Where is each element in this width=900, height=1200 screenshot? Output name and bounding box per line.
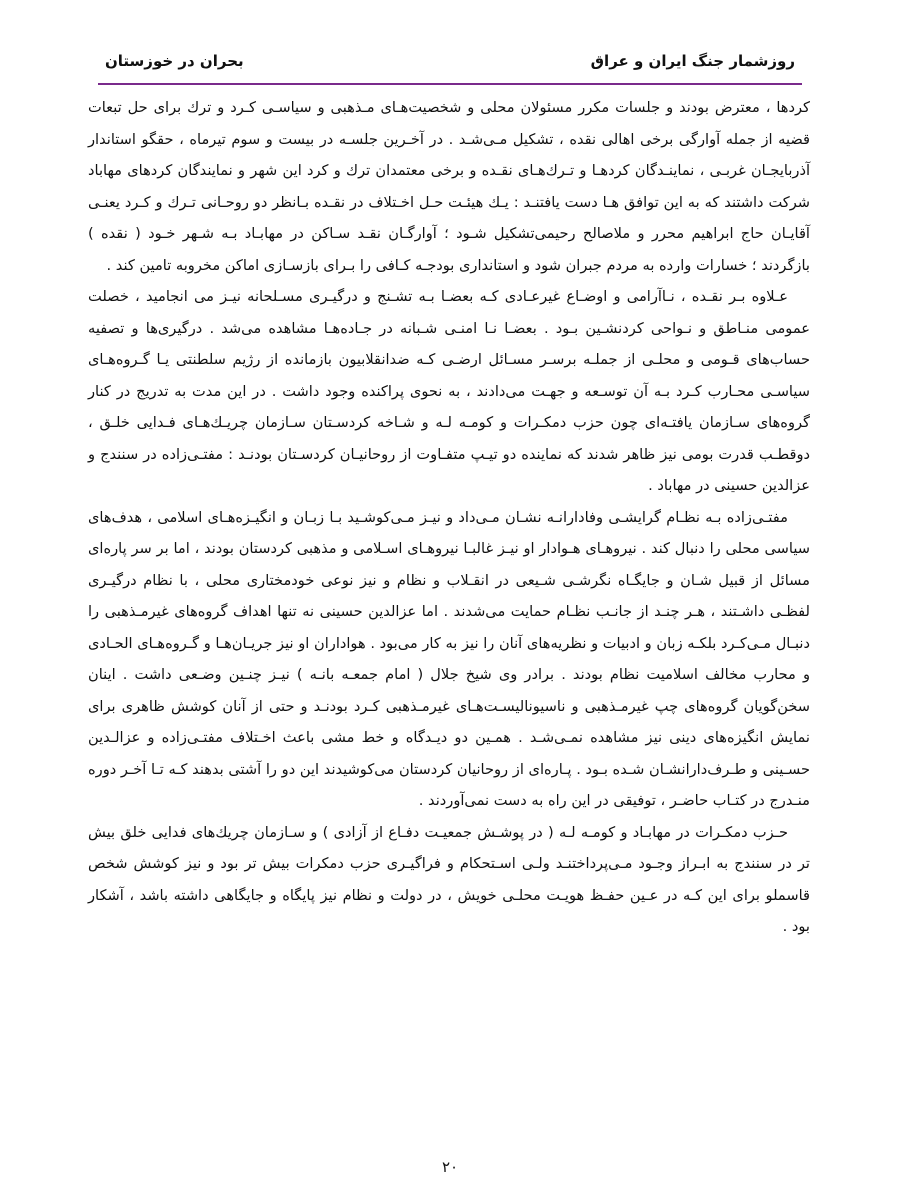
- book-title: روزشمار جنگ ایران و عراق: [590, 52, 795, 70]
- chapter-title: بحران در خوزستان: [105, 52, 244, 70]
- body-text: [88, 92, 810, 943]
- paragraph-2: عـلاوه بـر نقـده ، نـاآرامی و اوضـاع غیرعـادی كـه بعضـا بـه تشـنج و درگیـری مسـلحانه نیـز می انجامید ، خصلت عمومی منـاطق و نـواحی كردنشـین بـود . بعضـا نـا امنـی شـبانه در جـاده‌هـا مشاهده می‌شد . درگیری‌ها و تصفیه حساب‌های قـومی و محلـی از جملـه برسـر مسـائل ارضـی كـه ضدانقلابیون بازمانده از رژیم سلطنتی یـا گـروه‌هـای سیاسـی محـارب كـرد بـه آن توسـعه و جهـت می‌دادند ، به نحوی پراكنده وجود داشت . در این مدت به تدریج در كنار گروه‌های سـازمان یافتـه‌ای چون حزب دمكـرات و كومـه لـه و شـاخه كردسـتان سـازمان چریـك‌هـای فـدایی خلـق ، دوقطـب قدرت بومی نیز ظاهر شدند كه نماینده دو تیـپ متفـاوت از روحانیـان كردسـتان بودنـد : مفتـی‌زاده در سنندج و عزالدین حسینی در مهاباد .: [88, 288, 810, 494]
- paragraph-3: مفتـی‌زاده بـه نظـام گرایشـی وفادارانـه نشـان مـی‌داد و نیـز مـی‌كوشـید بـا زبـان و انگیـزه‌هـای اسلامی ، هدف‌های سیاسی محلی را دنبال كند . نیروهـای هـوادار او نیـز غالبـا نیروهـای اسـلامی و مذهبی كردستان بودند ، اما بر سر پاره‌ای مسائل از قبیل شـان و جایگـاه نگرشـی شـیعی در انقـلاب و نظام و نیز نوعی خودمختاری محلی ، با نظام درگیـری لفظـی داشـتند ، هـر چنـد از جانـب نظـام حمایت می‌شدند . اما عزالدین حسینی نه تنها اهداف گروه‌های غیرمـذهبی را دنبـال مـی‌كـرد بلكـه زبان و ادبیات و نظریه‌های آنان را نیز به كار می‌بود . هواداران او نیز جریـان‌هـا و گـروه‌هـای الحـادی و محارب مخالف اسلامیت نظام بودند . برادر وی شیخ جلال ( امام جمعـه بانـه ) نیـز چنـین وضـعی داشت . اینان سخن‌گویان گروه‌های چپ غیرمـذهبی و ناسیونالیسـت‌هـای غیرمـذهبی كـرد بودنـد و حتی از آنان كوشش ظاهری برای نمایش انگیزه‌های دینی نیز مشاهده نمـی‌شـد . همـین دو دیـدگاه و خط مشی باعث اخـتلاف مفتـی‌زاده و عزالـدین حسـینی و طـرف‌دارانشـان شـده بـود . پـاره‌ای از روحانیان كردستان می‌كوشیدند این دو را آشتی بدهند كـه تـا آخـر دوره منـدرج در كتـاب حاضـر ، توفیقی در این راه به دست نمی‌آوردند .: [88, 508, 810, 809]
- paragraph-4: حـزب دمكـرات در مهابـاد و كومـه لـه ( در پوشـش جمعیـت دفـاع از آزادی ) و سـازمان چریك‌های فدایی خلق بیش تر در سنندج به ابـراز وجـود مـی‌پرداختنـد ولـی اسـتحكام و فراگیـری حزب دمكرات بیش تر بود و نیز كوشش شخص قاسملو برای این كـه در عـین حفـظ هویـت محلـی خویش ، در دولت و نظام نیز پایگاه و جایگاهی داشته باشد ، آشكار بود .: [88, 823, 810, 935]
- header-divider: [98, 83, 802, 85]
- paragraph-1: كردها ، معترض بودند و جلسات مكرر مسئولان محلی و شخصیت‌هـای مـذهبی و سیاسـی كـرد و ترك برای حل تبعات قضیه از جمله آوارگی برخی اهالی نقده ، تشكیل مـی‌شـد . در آخـرین جلسـه در بیست و سوم تیرماه ، حقگو استاندار آذربایجـان غربـی ، نماینـدگان كردهـا و تـرك‌هـای نقـده و برخی معتمدان ترك و كرد این شهر و نمایندگان كردهای مهاباد شركت داشتند كه به این توافق هـا دست یافتنـد : یـك هیئـت حـل اخـتلاف در نقـده بـانظر دو روحـانی تـرك و كـرد یعنـی آقایـان حاج ابراهیم محرر و ملاصالح رحیمی‌تشكیل شـود ؛ آوارگـان نقـد سـاكن در مهابـاد بـه شـهر خـود ( نقده ) بازگردند ؛ خسارات وارده به مردم جبران شود و استانداری بودجـه كـافی را بـرای بازسـازی اماكن مخروبه تامین كند .: [88, 99, 810, 274]
- running-header: [105, 50, 795, 84]
- page-number: ۲۰: [441, 1158, 459, 1176]
